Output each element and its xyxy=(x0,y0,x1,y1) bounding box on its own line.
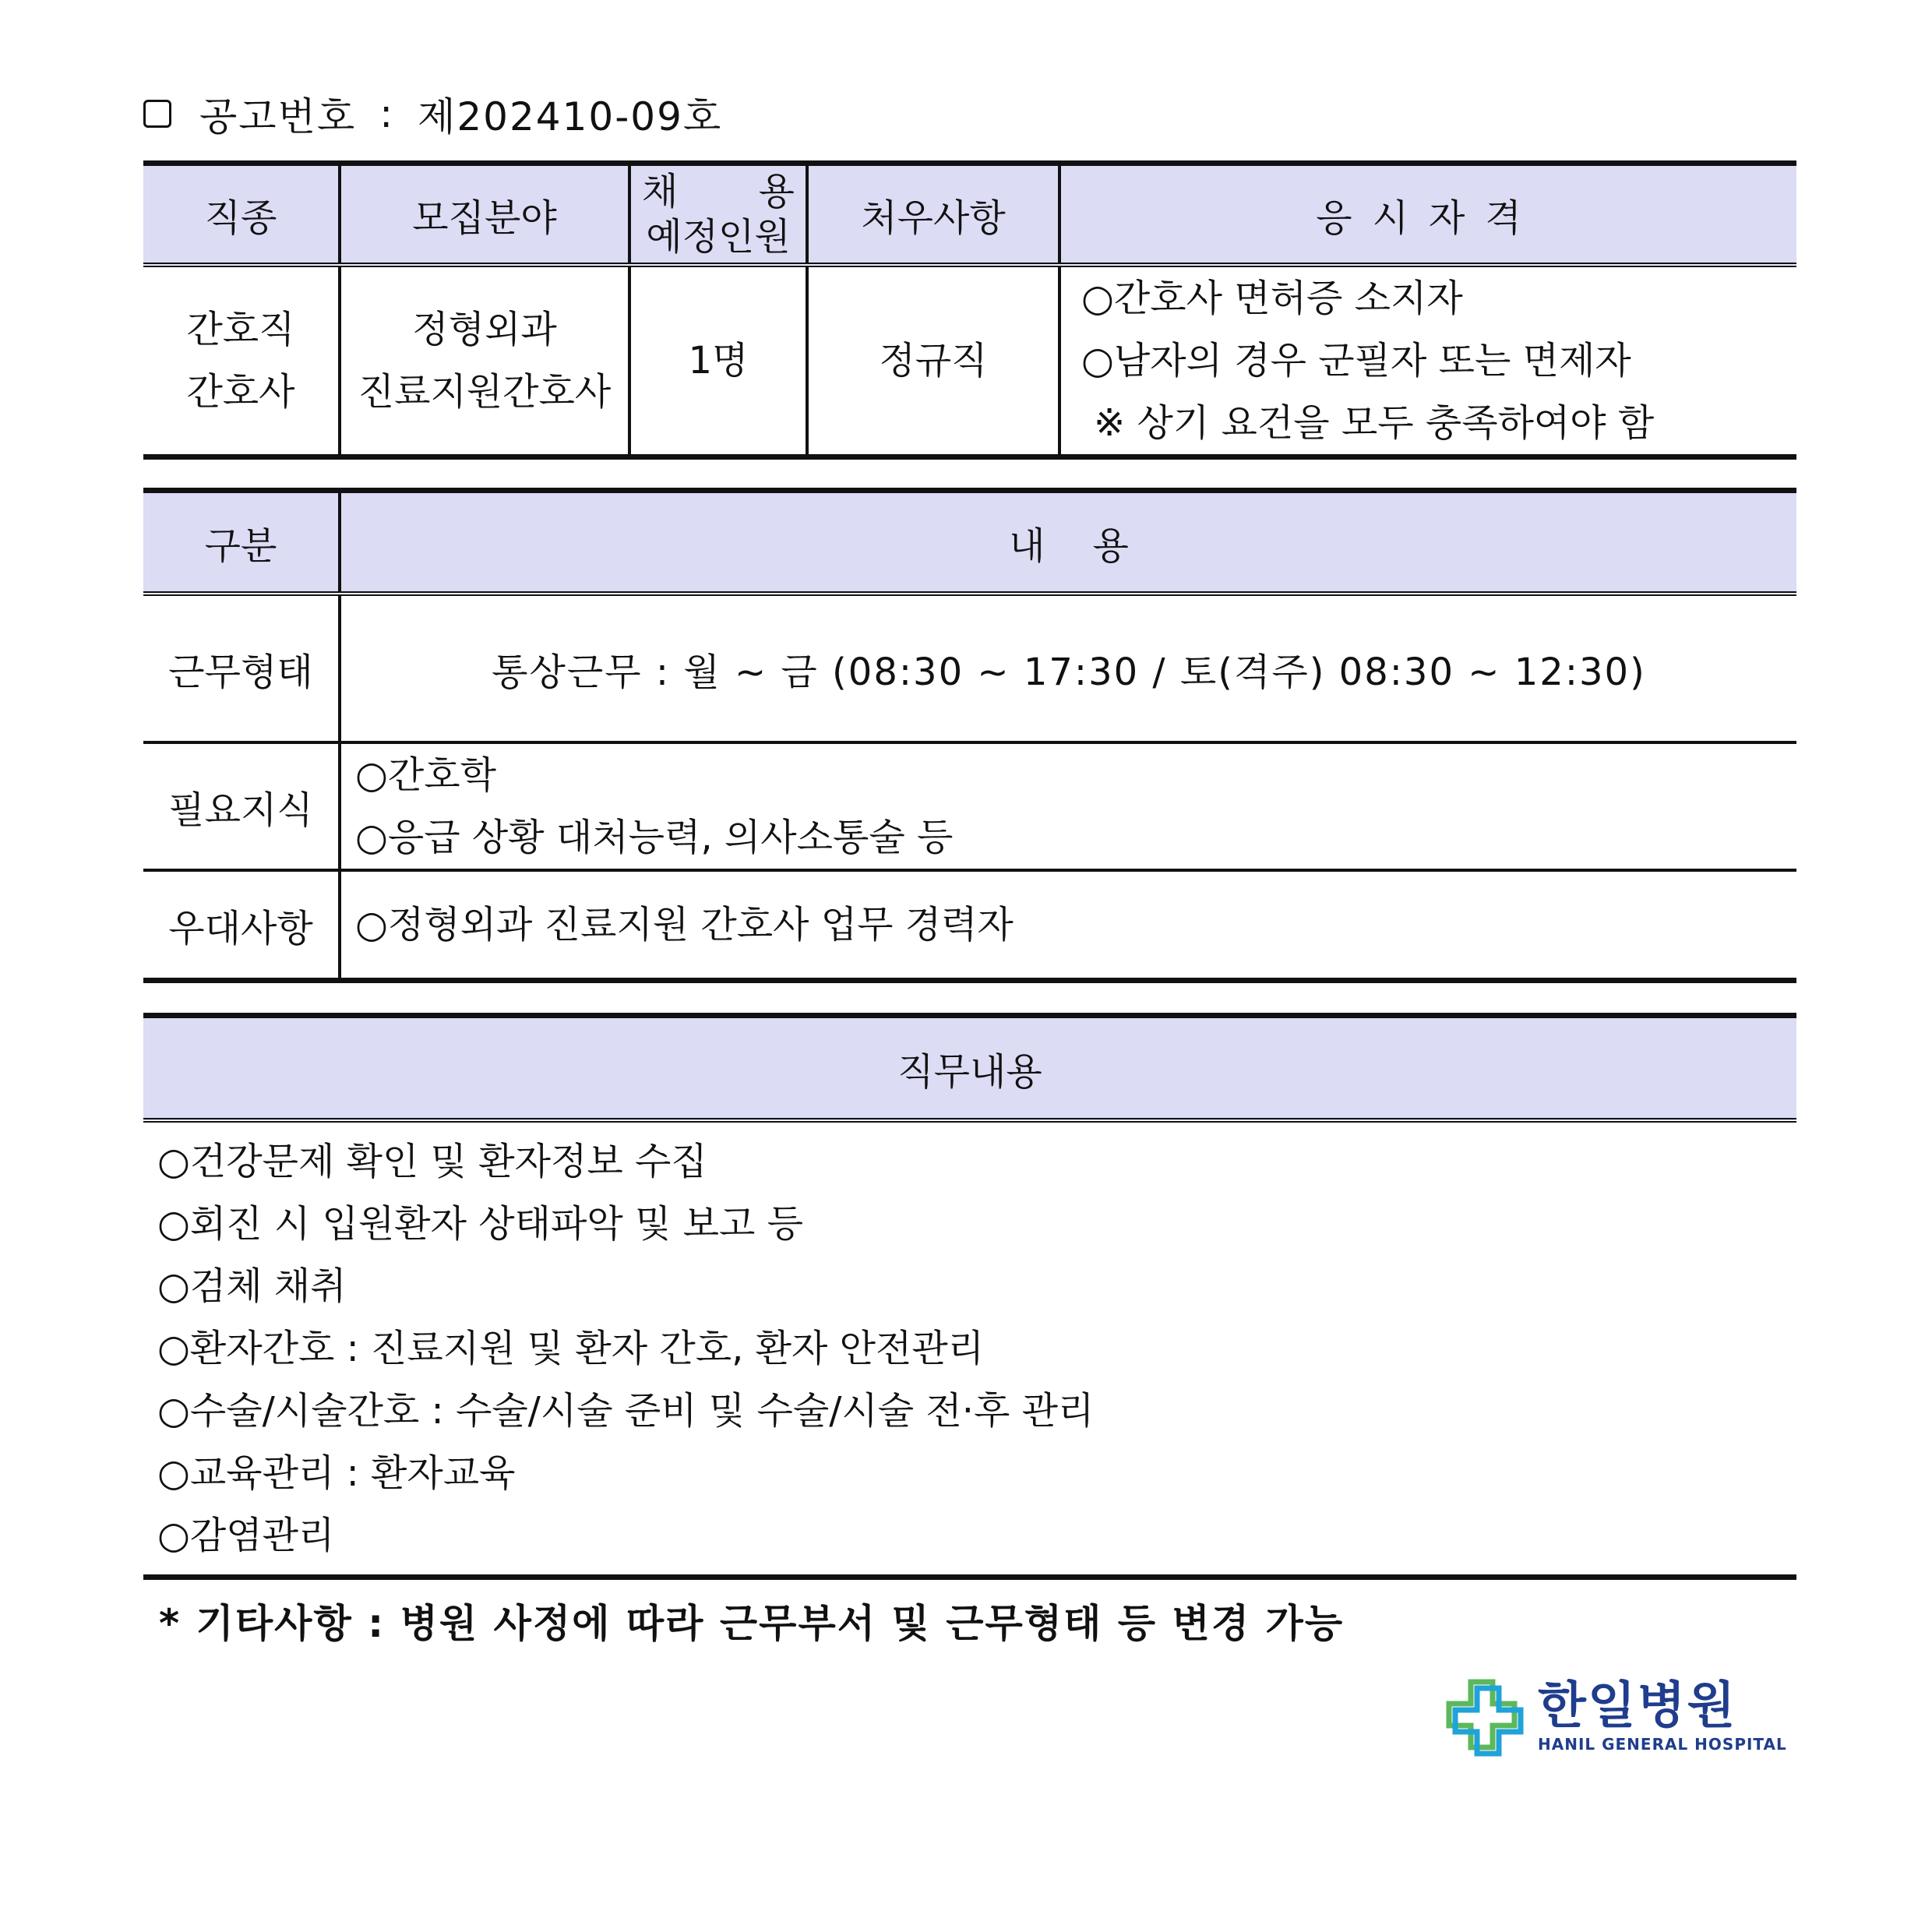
footnote: * 기타사항 : 병원 사정에 따라 근무부서 및 근무형태 등 변경 가능 xyxy=(159,1601,1345,1646)
work-type-row xyxy=(143,594,1796,742)
logo-name-english: HANIL GENERAL HOSPITAL xyxy=(1538,1735,1787,1754)
job-type-line1: 간호직 xyxy=(186,308,295,351)
knowledge-label: 필요지식 xyxy=(143,742,340,870)
cell-job-type xyxy=(143,265,340,457)
cell-qualifications xyxy=(1059,265,1796,457)
notice-number-line xyxy=(143,84,722,143)
notice-label: 공고번호 xyxy=(199,94,357,139)
qualification-note: ※ 상기 요건을 모두 충족하여야 함 xyxy=(1094,401,1655,445)
preference-item: ○정형외과 진료지원 간호사 업무 경력자 xyxy=(355,903,1014,947)
header-content: 내 용 xyxy=(340,491,1796,594)
header-hires-top-right: 용 xyxy=(758,170,795,213)
qualification-item: ○남자의 경우 군필자 또는 면제자 xyxy=(1081,339,1631,383)
work-type-label: 근무형태 xyxy=(143,594,340,742)
notice-number: 제202410-09호 xyxy=(418,94,723,139)
duties-header-row xyxy=(143,1016,1796,1121)
medical-cross-logo-icon xyxy=(1444,1677,1525,1758)
cell-field xyxy=(340,265,629,457)
preference-row xyxy=(143,870,1796,981)
preference-label: 우대사항 xyxy=(143,870,340,981)
knowledge-item: ○간호학 xyxy=(355,753,496,797)
qualification-item: ○간호사 면허증 소지자 xyxy=(1081,277,1463,320)
header-duties: 직무내용 xyxy=(143,1016,1796,1121)
field-line2: 진료지원간호사 xyxy=(358,370,612,414)
recruitment-data-row xyxy=(143,265,1796,457)
header-category: 구분 xyxy=(143,491,340,594)
header-hires-top-left: 채 xyxy=(642,170,679,213)
details-table xyxy=(143,488,1796,983)
preference-content xyxy=(340,870,1796,981)
header-treatment: 처우사항 xyxy=(807,164,1059,266)
header-hires xyxy=(629,164,807,266)
logo-name-korean: 한일병원 xyxy=(1538,1677,1737,1735)
header-field: 모집분야 xyxy=(340,164,629,266)
header-hires-bottom: 예정인원 xyxy=(646,215,791,259)
header-job-type: 직종 xyxy=(143,164,340,266)
checkbox-square-icon xyxy=(143,100,171,128)
duty-item: ○건강문제 확인 및 환자정보 수집 xyxy=(157,1140,707,1183)
knowledge-content xyxy=(340,742,1796,870)
notice-separator: : xyxy=(379,91,395,136)
duty-item: ○검체 채취 xyxy=(157,1264,347,1308)
duty-item: ○교육관리 : 환자교육 xyxy=(157,1451,516,1495)
duty-item: ○감염관리 xyxy=(157,1514,335,1557)
logo-text xyxy=(1538,1677,1787,1754)
field-line1: 정형외과 xyxy=(412,308,557,351)
duties-table xyxy=(143,1013,1796,1580)
header-qualification: 응시자격 xyxy=(1059,164,1796,266)
duty-item: ○환자간호 : 진료지원 및 환자 간호, 환자 안전관리 xyxy=(157,1327,985,1370)
recruitment-header-row xyxy=(143,164,1796,266)
hospital-logo xyxy=(1444,1675,1803,1761)
knowledge-row xyxy=(143,742,1796,870)
knowledge-item: ○응급 상황 대처능력, 의사소통술 등 xyxy=(355,816,954,859)
duty-item: ○회진 시 입원환자 상태파악 및 보고 등 xyxy=(157,1202,803,1246)
duty-item: ○수술/시술간호 : 수술/시술 준비 및 수술/시술 전·후 관리 xyxy=(157,1389,1095,1433)
job-type-line2: 간호사 xyxy=(186,370,295,414)
work-type-content: 통상근무 : 월 ~ 금 (08:30 ~ 17:30 / 토(격주) 08:30 ~ 12:30) xyxy=(340,594,1796,742)
duties-list xyxy=(143,1120,1796,1578)
cell-hires: 1명 xyxy=(629,265,807,457)
duties-body-row xyxy=(143,1120,1796,1578)
recruitment-table xyxy=(143,160,1796,460)
cell-treatment: 정규직 xyxy=(807,265,1059,457)
details-header-row xyxy=(143,491,1796,594)
